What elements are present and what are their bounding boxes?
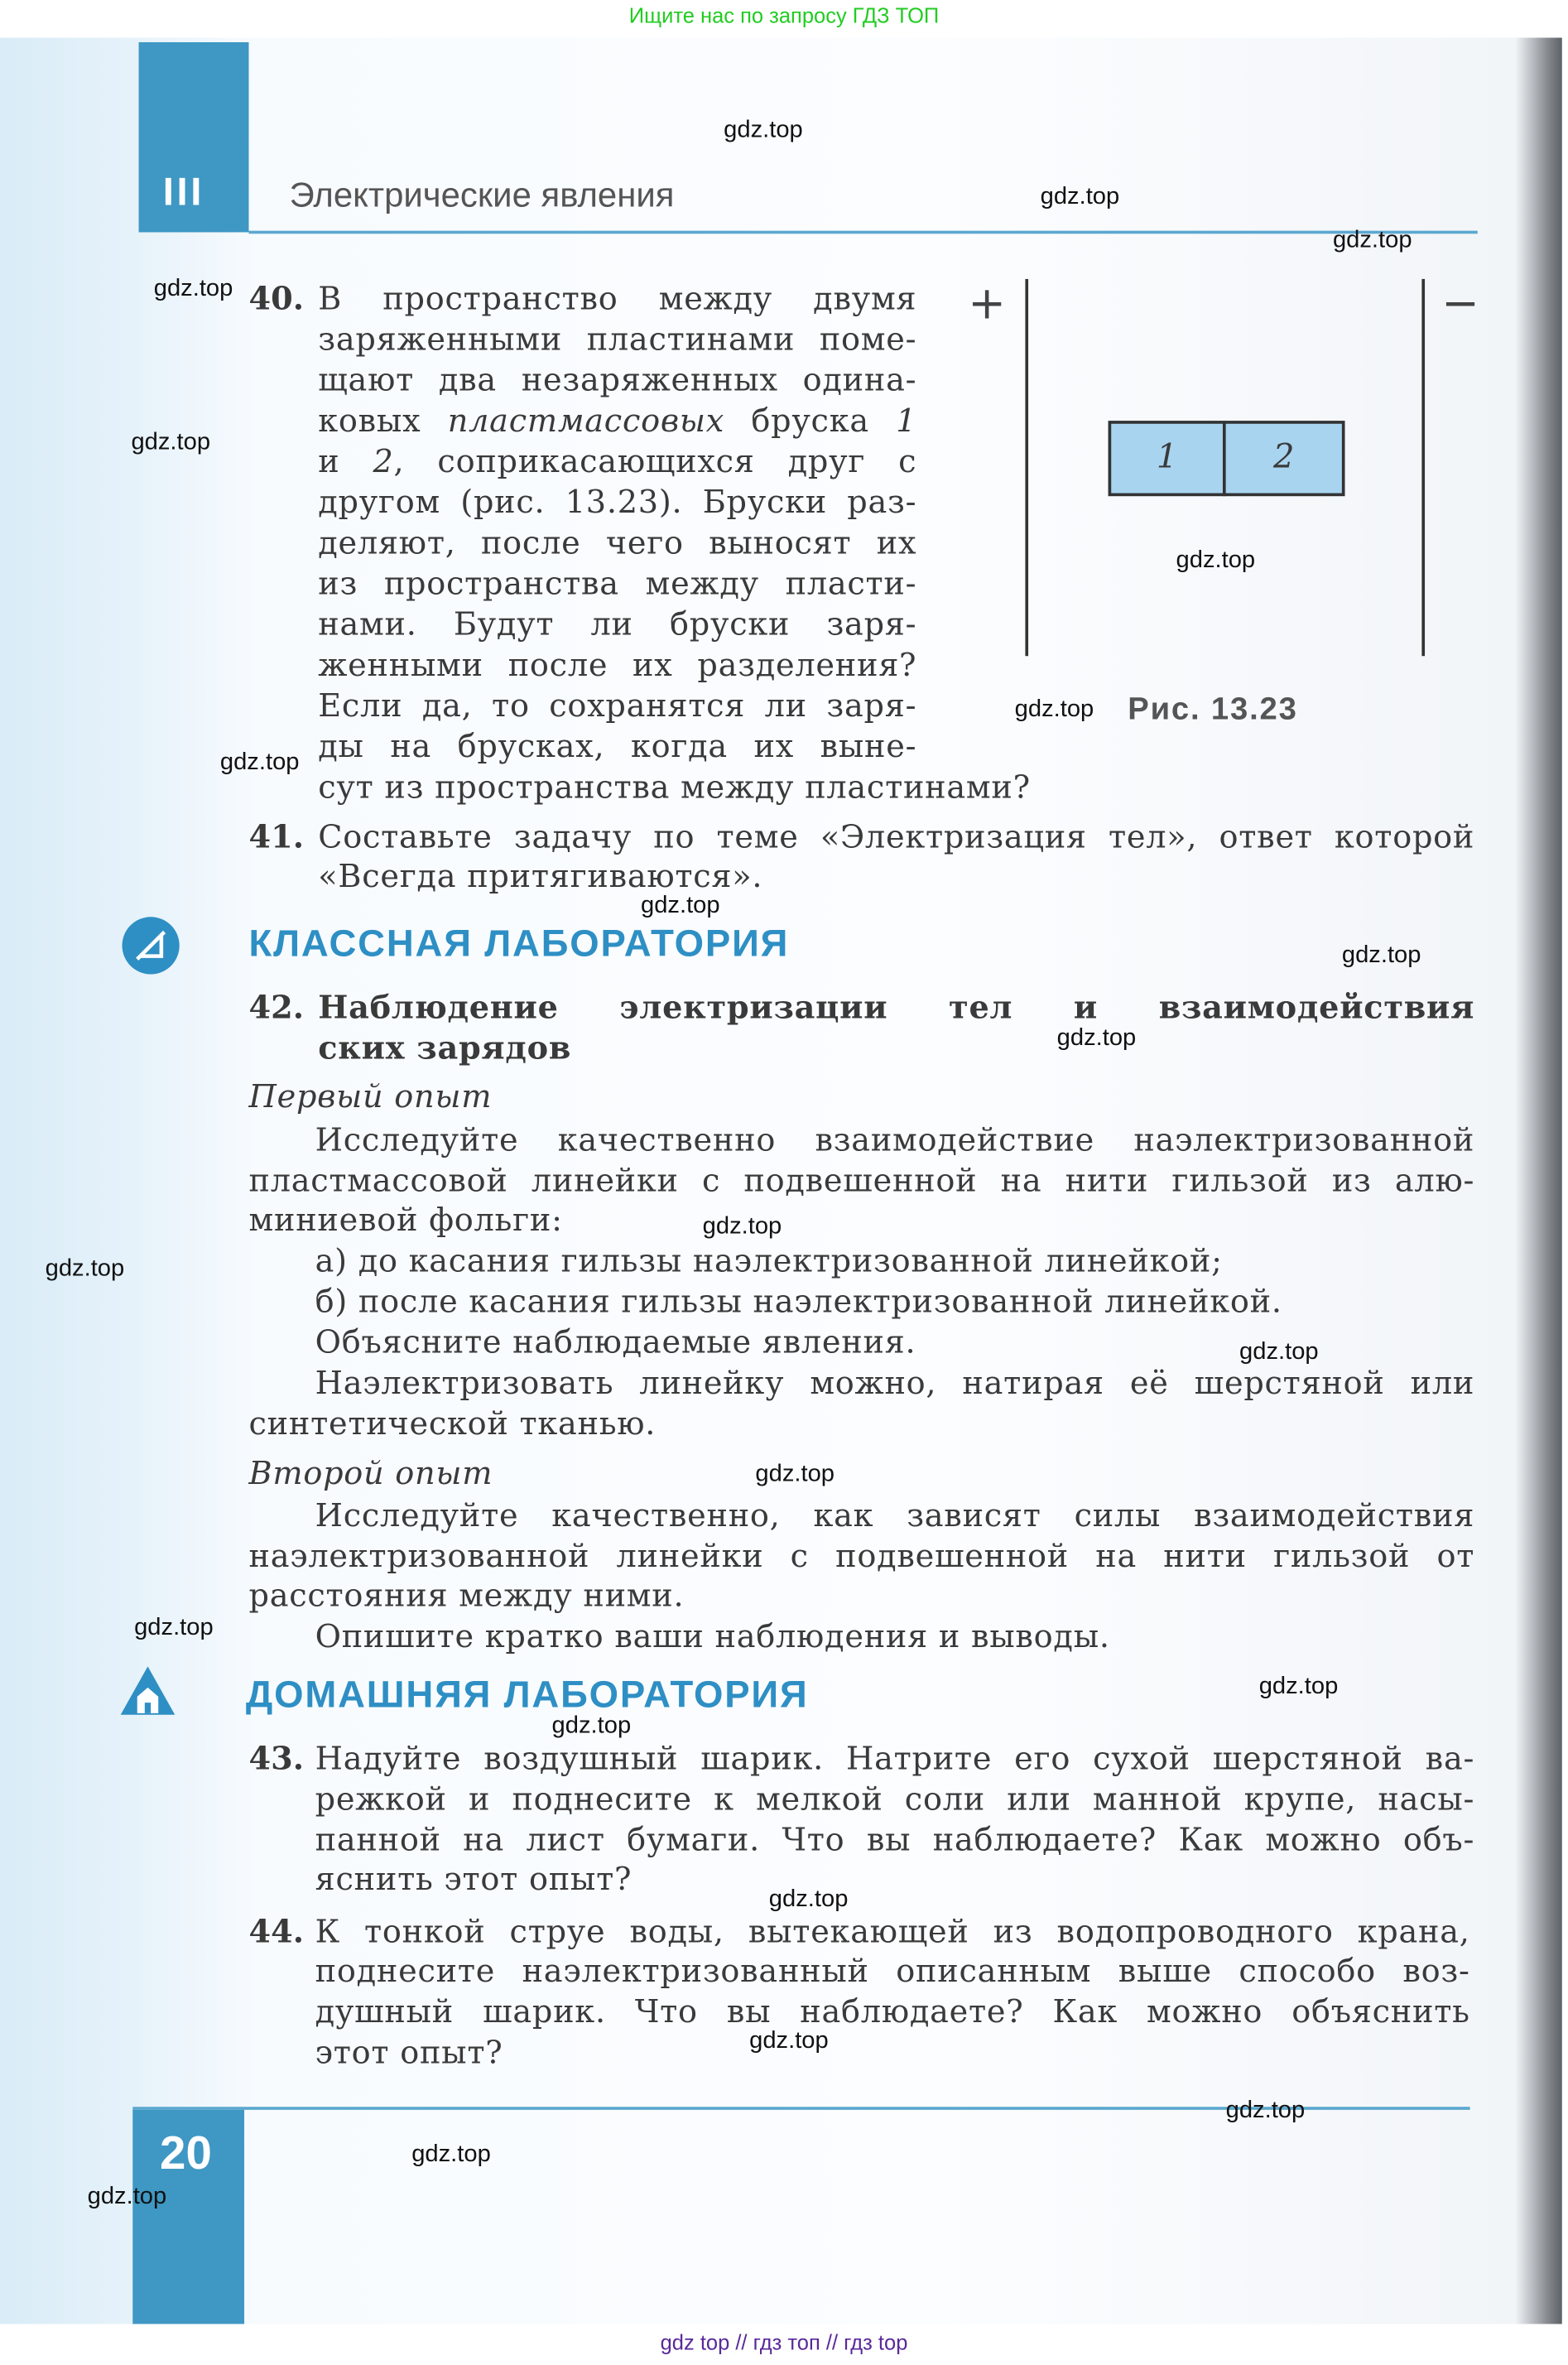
text-line: «Всегда притягиваются». xyxy=(318,858,763,894)
figure-caption: Рис. 13.23 xyxy=(1128,691,1298,727)
text-line: б) после касания гильзы наэлектризованной линейкой. xyxy=(315,1283,1282,1320)
watermark: gdz.top xyxy=(755,1461,835,1487)
problem-number: 42. xyxy=(248,987,305,1026)
text-line: этот опыт? xyxy=(315,2034,503,2071)
watermark: gdz.top xyxy=(1176,547,1256,574)
text-line: наэлектризованной линейки с подвешенной на нити гильзой от xyxy=(248,1538,1475,1575)
text-line: К тонкой струе воды, вытекающей из водопроводного крана, xyxy=(315,1914,1470,1950)
watermark: gdz.top xyxy=(153,276,233,302)
watermark: gdz.top xyxy=(1056,1025,1137,1052)
text-line: пластмассовой линейки с подвешенной на нити гильзой из алю- xyxy=(248,1163,1475,1199)
watermark: gdz.top xyxy=(702,1214,782,1240)
watermark: gdz.top xyxy=(45,1256,125,1283)
watermark: gdz.top xyxy=(1040,184,1120,210)
bar-1 xyxy=(1109,421,1226,496)
watermark: gdz.top xyxy=(134,1615,214,1641)
text-line: яснить этот опыт? xyxy=(315,1861,632,1898)
text-line: ских зарядов xyxy=(318,1028,572,1067)
problem-number: 41. xyxy=(248,817,305,855)
text-line: Первый опыт xyxy=(248,1078,493,1115)
watermark: gdz.top xyxy=(641,893,720,919)
watermark: gdz.top xyxy=(749,2028,829,2054)
watermark: gdz.top xyxy=(1239,1339,1319,1366)
home-lab-icon xyxy=(118,1664,178,1724)
text-line: расстояния между ними. xyxy=(248,1577,685,1614)
minus-sign: − xyxy=(1441,277,1479,330)
text-line: другом (рис. 13.23). Бруски раз- xyxy=(318,484,917,521)
text-line: ковых пластмассовых бруска 1 xyxy=(318,402,917,439)
watermark: gdz.top xyxy=(87,2184,167,2210)
positive-plate xyxy=(1025,279,1028,656)
search-banner[interactable]: Ищите нас по запросу ГДЗ ТОП xyxy=(628,2,940,27)
text-line: щают два незаряженных одина- xyxy=(318,362,917,398)
watermark: gdz.top xyxy=(1341,942,1421,969)
class-lab-heading: КЛАССНАЯ ЛАБОРАТОРИЯ xyxy=(248,922,790,966)
watermark: gdz.top xyxy=(724,118,803,144)
header-rule xyxy=(248,231,1477,234)
text-line: Объясните наблюдаемые явления. xyxy=(315,1324,916,1361)
watermark: gdz.top xyxy=(411,2141,491,2168)
text-line: Опишите кратко ваши наблюдения и выводы. xyxy=(315,1618,1110,1655)
watermark: gdz.top xyxy=(1225,2098,1306,2124)
text-line: Исследуйте качественно взаимодействие наэлектризованной xyxy=(315,1121,1475,1158)
problem-number: 43. xyxy=(248,1738,305,1777)
text-line: нами. Будут ли бруски заря- xyxy=(318,606,917,643)
text-line: сут из пространства между пластинами? xyxy=(318,768,1031,806)
watermark: gdz.top xyxy=(768,1886,849,1913)
class-lab-icon xyxy=(123,917,180,974)
text-line: синтетической тканью. xyxy=(248,1405,657,1443)
text-line: режкой и поднесите к мелкой соли или манной крупе, насы- xyxy=(315,1780,1475,1818)
text-line: миниевой фольги: xyxy=(248,1202,563,1239)
bar-2-label: 2 xyxy=(1273,438,1295,477)
watermark: gdz.top xyxy=(1332,228,1412,253)
text-line: Надуйте воздушный шарик. Натрите его сухой шерстяной ва- xyxy=(315,1740,1475,1777)
watermark: gdz.top xyxy=(551,1712,632,1739)
watermark: gdz.top xyxy=(131,430,211,456)
text-line: а) до касания гильзы наэлектризованной линейкой; xyxy=(315,1242,1223,1279)
text-line: женными после их разделения? xyxy=(318,647,917,684)
watermark: gdz.top xyxy=(1014,696,1094,723)
watermark: gdz.top xyxy=(1258,1674,1339,1700)
text-line: В пространство между двумя xyxy=(318,280,917,317)
chapter-title: Электрические явления xyxy=(289,175,675,214)
home-lab-heading: ДОМАШНЯЯ ЛАБОРАТОРИЯ xyxy=(245,1674,809,1717)
text-line: Наэлектризовать линейку можно, натирая её шерстяной или xyxy=(315,1365,1475,1401)
page-number: 20 xyxy=(160,2126,212,2180)
bar-2 xyxy=(1223,421,1345,496)
text-line: Второй опыт xyxy=(248,1455,493,1492)
text-line: из пространства между пласти- xyxy=(318,565,917,602)
watermark: gdz.top xyxy=(219,749,300,776)
footer-links[interactable]: gdz top // гдз топ // гдз top xyxy=(660,2329,908,2354)
bar-1-label: 1 xyxy=(1156,438,1178,477)
text-line: душный шарик. Что вы наблюдаете? Как можно объяснить xyxy=(315,1993,1470,2030)
text-line: и 2, соприкасающихся друг с xyxy=(318,443,917,480)
text-line: поднесите наэлектризованный описанным выше способо воз- xyxy=(315,1953,1470,1990)
problem-number: 44. xyxy=(248,1912,305,1950)
text-line: деляют, после чего выносят их xyxy=(318,524,917,561)
text-line: ды на брусках, когда их выне- xyxy=(318,728,917,765)
chapter-numeral: III xyxy=(162,168,205,214)
text-line: Наблюдение электризации тел и взаимодействия xyxy=(318,987,1475,1026)
text-line: заряженными пластинами поме- xyxy=(318,320,917,358)
text-line: Исследуйте качественно, как зависят силы взаимодействия xyxy=(315,1497,1475,1534)
text-line: Составьте задачу по теме «Электризация тел», ответ которой xyxy=(318,818,1475,855)
negative-plate xyxy=(1421,279,1425,656)
text-line: Если да, то сохранятся ли заря- xyxy=(318,687,917,725)
text-line: панной на лист бумаги. Что вы наблюдаете? Как можно объ- xyxy=(315,1822,1475,1858)
plus-sign: + xyxy=(968,277,1006,330)
problem-number: 40. xyxy=(248,278,305,317)
